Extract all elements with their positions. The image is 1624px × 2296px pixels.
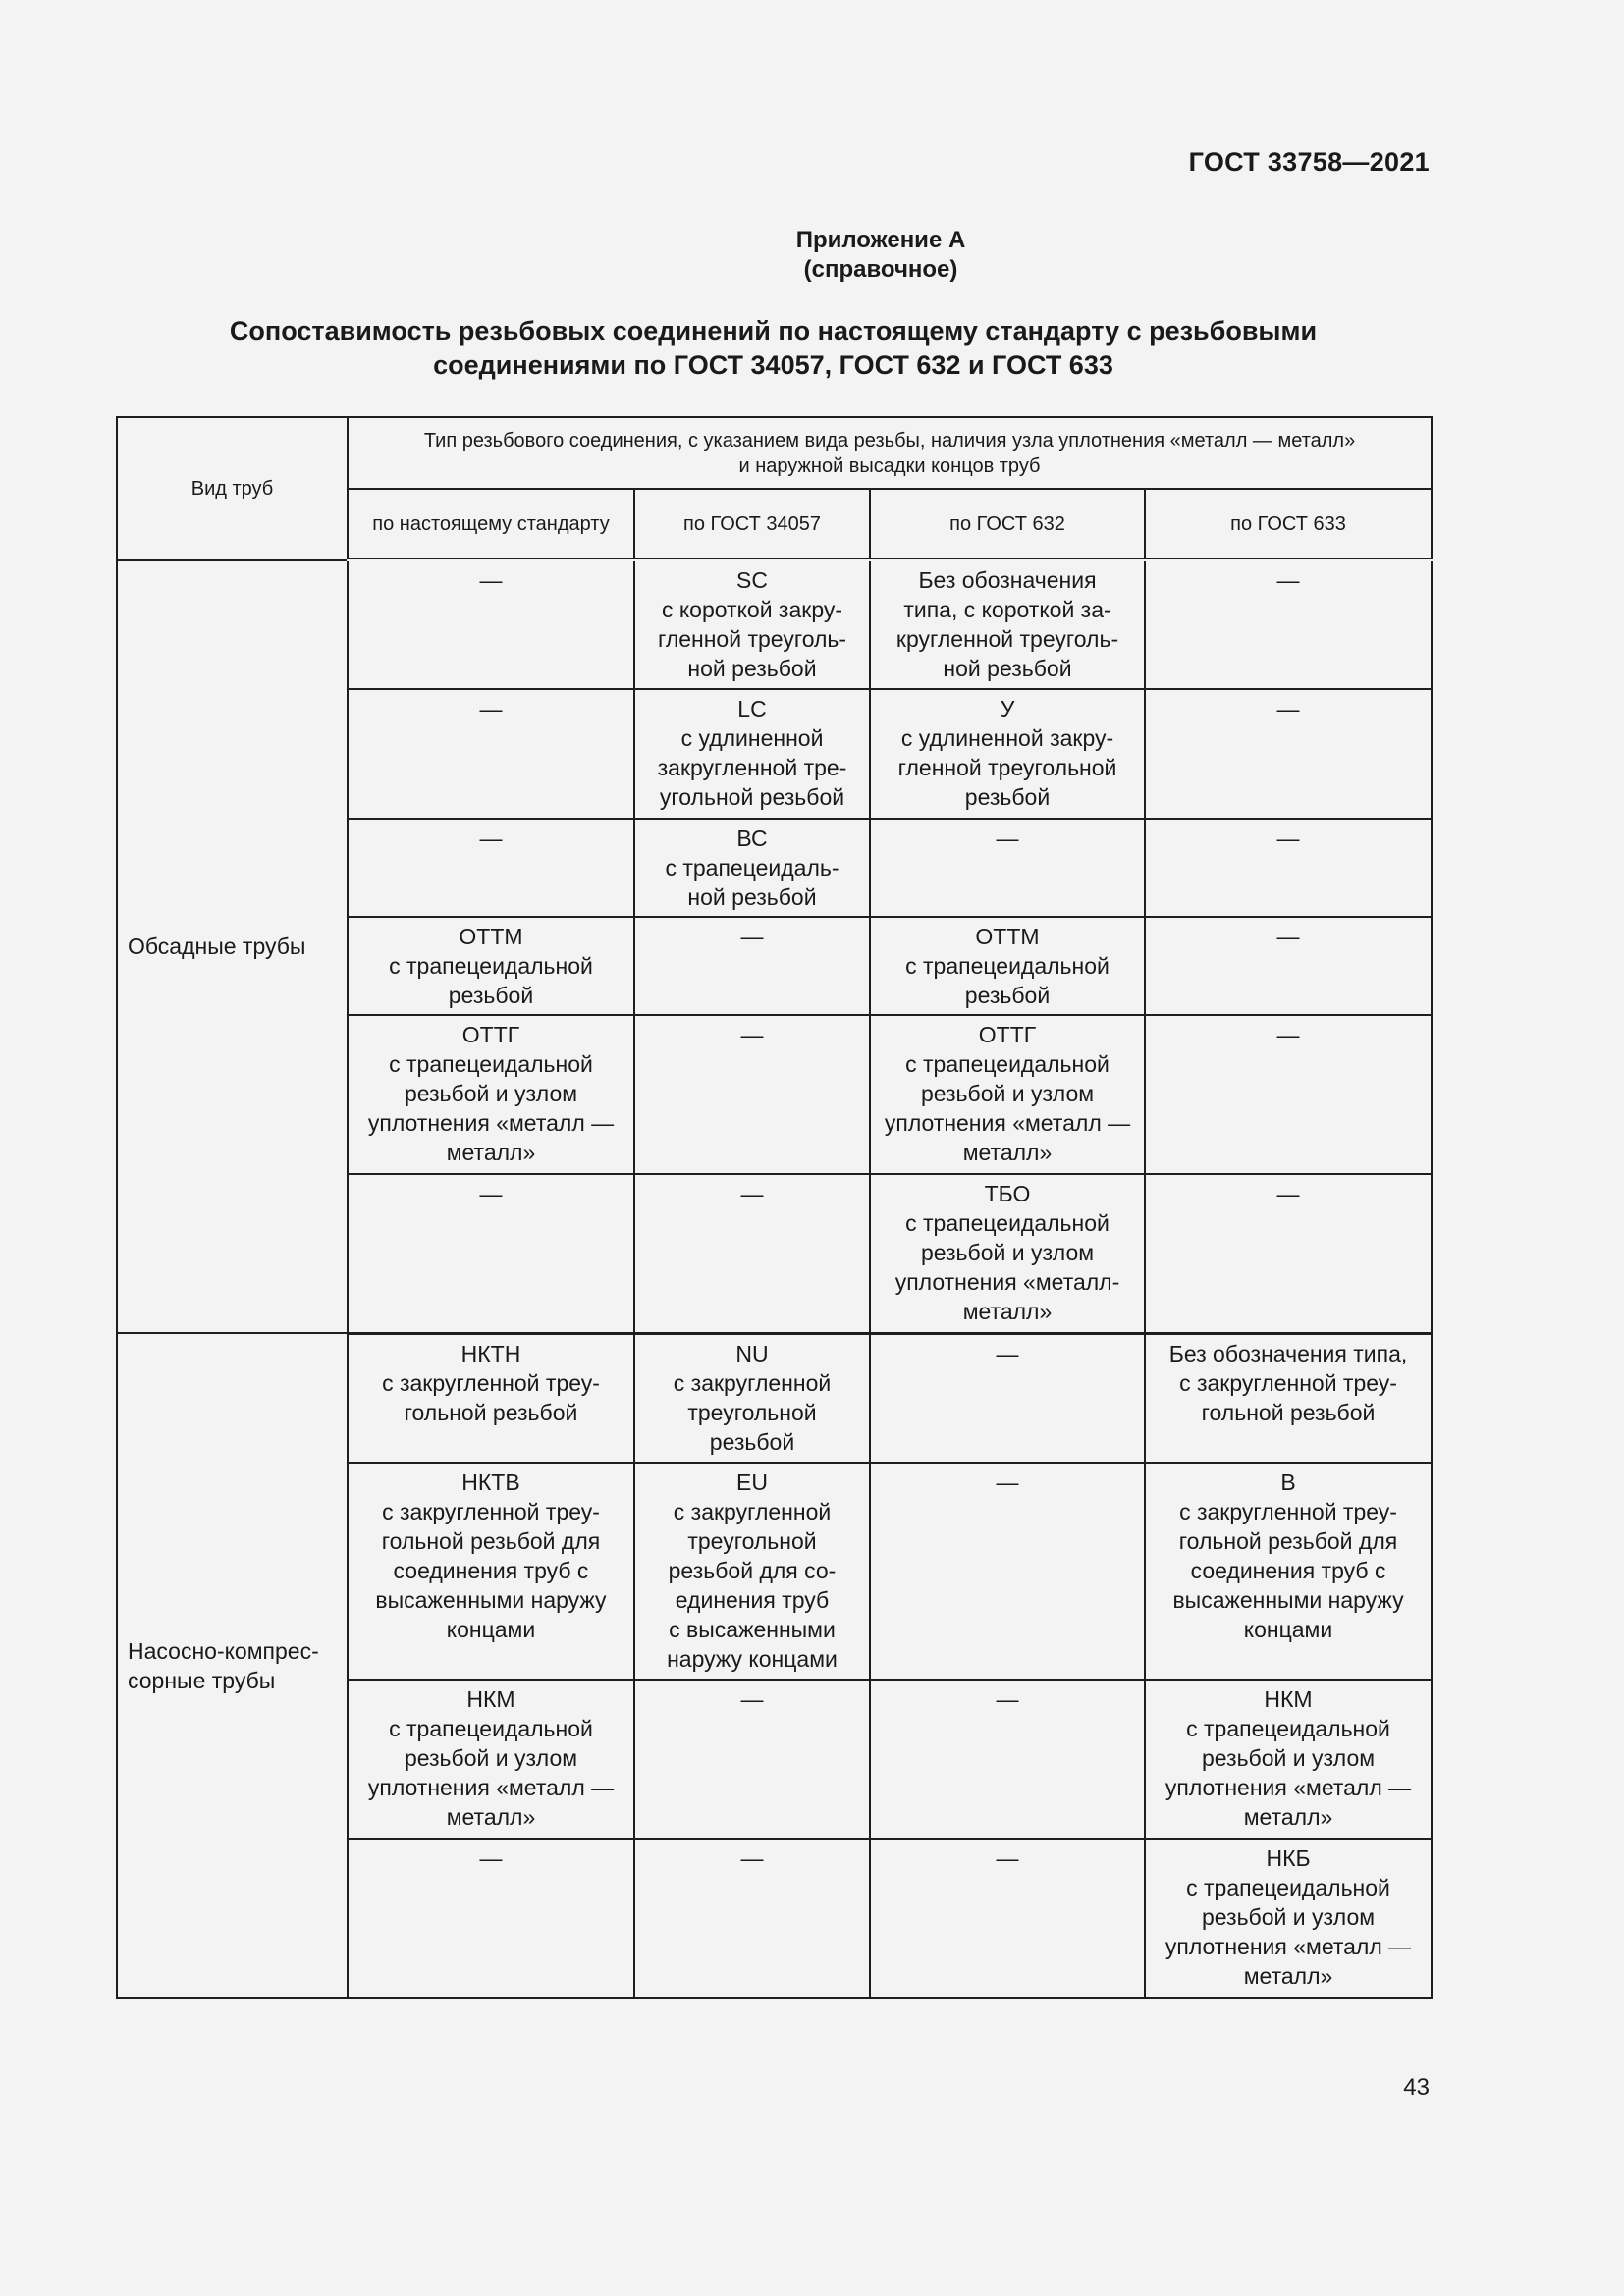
cell-gost-632 (870, 1463, 1145, 1680)
cell-line: с закругленной (673, 1499, 832, 1524)
cell-line: резьбой и узлом (404, 1081, 578, 1106)
cell-line: гольной резьбой для (1178, 1528, 1398, 1554)
cell-line: — (479, 826, 503, 851)
cell-line: резьбой и узлом (1201, 1904, 1376, 1930)
cell-this-standard (348, 1174, 634, 1333)
cell-line: — (1276, 1181, 1300, 1206)
header-gost-632: по ГОСТ 632 (870, 489, 1145, 560)
pipe-group-name-line: сорные трубы (128, 1667, 276, 1693)
cell-gost-34057 (634, 1680, 870, 1839)
cell-gost-633 (1145, 917, 1432, 1015)
cell-line: — (479, 1845, 503, 1871)
cell-line: высаженными наружу (375, 1587, 607, 1613)
pipe-group-name (117, 1333, 348, 1998)
cell-gost-34057 (634, 819, 870, 917)
cell-line: с короткой закру- (661, 597, 843, 622)
cell-gost-632 (870, 819, 1145, 917)
cell-line: Без обозначения (918, 567, 1097, 593)
cell-line: с трапецеидальной (389, 953, 593, 979)
cell-line: кругленной треуголь- (895, 626, 1119, 652)
cell-gost-633 (1145, 1839, 1432, 1998)
cell-line: — (479, 1181, 503, 1206)
header-connection-type-line: и наружной высадки концов труб (738, 454, 1041, 477)
cell-line: металл» (446, 1140, 536, 1165)
cell-line: — (1276, 826, 1300, 851)
document-code: ГОСТ 33758—2021 (1188, 147, 1430, 177)
cell-line: уплотнения «металл — (1164, 1775, 1412, 1800)
cell-line: — (740, 924, 764, 949)
cell-line: с трапецеидальной (1186, 1875, 1390, 1900)
cell-line: — (1276, 567, 1300, 593)
cell-line: гольной резьбой для (381, 1528, 601, 1554)
cell-line: — (996, 1340, 1019, 1366)
cell-line: NU (735, 1340, 769, 1366)
cell-line: уплотнения «металл — (884, 1110, 1131, 1136)
cell-gost-34057 (634, 1463, 870, 1680)
cell-line: уплотнения «металл — (367, 1775, 615, 1800)
cell-line: — (740, 1022, 764, 1047)
cell-line: с удлиненной (680, 725, 824, 751)
cell-this-standard (348, 1680, 634, 1839)
cell-gost-633 (1145, 819, 1432, 917)
header-gost-34057: по ГОСТ 34057 (634, 489, 870, 560)
cell-line: — (479, 696, 503, 721)
cell-gost-633 (1145, 560, 1432, 689)
pipe-group-name (117, 560, 348, 1333)
cell-line: НКБ (1266, 1845, 1311, 1871)
cell-line: резьбой (448, 983, 534, 1008)
cell-line: с трапецеидальной (389, 1716, 593, 1741)
cell-this-standard (348, 917, 634, 1015)
cell-line: ОТТМ (459, 924, 523, 949)
cell-line: угольной резьбой (659, 784, 845, 810)
cell-this-standard (348, 1463, 634, 1680)
cell-line: соединения труб с (1190, 1558, 1386, 1583)
cell-gost-34057 (634, 1839, 870, 1998)
cell-line: У (1000, 696, 1015, 721)
cell-line: НКМ (466, 1686, 515, 1712)
cell-gost-633 (1145, 1333, 1432, 1463)
comparison-table (116, 416, 1433, 1999)
cell-line: НКТВ (461, 1469, 520, 1495)
cell-gost-34057 (634, 917, 870, 1015)
cell-line: SC (736, 567, 768, 593)
table-title (116, 314, 1431, 383)
cell-line: с трапецеидальной (905, 953, 1110, 979)
table-title-line: Сопоставимость резьбовых соединений по настоящему стандарту с резьбовыми (229, 316, 1318, 346)
cell-line: треугольной (687, 1399, 817, 1425)
cell-line: LC (737, 696, 767, 721)
header-gost-633: по ГОСТ 633 (1145, 489, 1432, 560)
cell-gost-633 (1145, 1174, 1432, 1333)
pipe-group-name-line: Насосно-компрес- (128, 1637, 319, 1664)
pipe-group-name-line: Обсадные трубы (128, 934, 306, 959)
annex-heading (0, 226, 1624, 285)
cell-line: — (996, 1469, 1019, 1495)
cell-line: металл» (1243, 1804, 1333, 1830)
cell-line: гольной резьбой (404, 1399, 578, 1425)
cell-line: с трапецеидальной (1186, 1716, 1390, 1741)
cell-this-standard (348, 1839, 634, 1998)
cell-line: резьбой и узлом (920, 1240, 1095, 1265)
cell-line: ОТТГ (978, 1022, 1037, 1047)
cell-line: — (740, 1686, 764, 1712)
cell-line: с закругленной (673, 1369, 832, 1396)
cell-this-standard (348, 1333, 634, 1463)
cell-line: резьбой и узлом (920, 1081, 1095, 1106)
cell-line: ОТТГ (461, 1022, 520, 1047)
cell-line: — (1276, 696, 1300, 721)
cell-line: треугольной (687, 1528, 817, 1554)
cell-line: резьбой для со- (668, 1558, 837, 1583)
cell-line: металл» (446, 1804, 536, 1830)
cell-line: — (1276, 1022, 1300, 1047)
cell-line: типа, с короткой за- (903, 597, 1111, 622)
header-connection-type-line: Тип резьбового соединения, с указанием вида резьбы, наличия узла уплотнения «металл — металл» (423, 429, 1356, 452)
cell-line: гленной треуголь- (657, 626, 847, 652)
cell-line: — (996, 1845, 1019, 1871)
cell-line: Без обозначения типа, (1168, 1340, 1408, 1366)
cell-line: — (1276, 924, 1300, 949)
cell-line: металл» (962, 1140, 1053, 1165)
header-pipe-type: Вид труб (117, 417, 348, 560)
cell-line: гленной треугольной (897, 755, 1117, 780)
cell-gost-632 (870, 917, 1145, 1015)
cell-line: резьбой и узлом (1201, 1745, 1376, 1771)
cell-gost-632 (870, 560, 1145, 689)
cell-line: В (1280, 1469, 1296, 1495)
cell-line: единения труб (675, 1587, 830, 1613)
cell-gost-633 (1145, 1015, 1432, 1174)
cell-line: с трапецеидальной (389, 1051, 593, 1077)
cell-line: с высаженными (669, 1617, 836, 1642)
cell-gost-632 (870, 1333, 1145, 1463)
cell-line: с закругленной треу- (382, 1499, 600, 1524)
cell-gost-632 (870, 1174, 1145, 1333)
cell-gost-34057 (634, 560, 870, 689)
cell-this-standard (348, 1015, 634, 1174)
annex-subtitle: (справочное) (803, 256, 958, 283)
cell-line: концами (1243, 1617, 1333, 1642)
cell-gost-34057 (634, 689, 870, 819)
cell-line: металл» (962, 1299, 1053, 1324)
header-connection-type (348, 417, 1432, 489)
cell-line: с удлиненной закру- (900, 725, 1114, 751)
table-title-line: соединениями по ГОСТ 34057, ГОСТ 632 и ГОСТ 633 (433, 350, 1113, 380)
cell-line: ОТТМ (975, 924, 1040, 949)
cell-line: с закругленной треу- (1179, 1499, 1397, 1524)
cell-gost-633 (1145, 1463, 1432, 1680)
cell-line: с закругленной треу- (382, 1369, 600, 1396)
cell-line: ной резьбой (687, 656, 817, 681)
cell-this-standard (348, 819, 634, 917)
cell-line: уплотнения «металл — (367, 1110, 615, 1136)
cell-this-standard (348, 560, 634, 689)
cell-line: резьбой (964, 983, 1051, 1008)
cell-line: — (996, 826, 1019, 851)
cell-gost-633 (1145, 689, 1432, 819)
cell-line: уплотнения «металл — (1164, 1934, 1412, 1959)
cell-line: концами (446, 1617, 536, 1642)
annex-title: Приложение А (795, 227, 966, 253)
cell-gost-34057 (634, 1015, 870, 1174)
cell-gost-34057 (634, 1174, 870, 1333)
cell-line: НКТН (460, 1340, 521, 1366)
cell-line: ной резьбой (687, 884, 817, 910)
cell-gost-632 (870, 1839, 1145, 1998)
cell-line: резьбой (964, 784, 1051, 810)
cell-line: высаженными наружу (1172, 1587, 1404, 1613)
cell-line: с закругленной треу- (1179, 1369, 1397, 1396)
cell-line: с трапецеидальной (905, 1051, 1110, 1077)
table-header-row (117, 417, 1432, 489)
cell-line: наружу концами (667, 1646, 838, 1672)
cell-gost-632 (870, 1015, 1145, 1174)
cell-gost-633 (1145, 1680, 1432, 1839)
cell-line: соединения труб с (393, 1558, 589, 1583)
cell-line: EU (736, 1469, 768, 1495)
cell-line: — (479, 567, 503, 593)
cell-line: ВС (736, 826, 768, 851)
cell-line: ТБО (984, 1181, 1031, 1206)
cell-gost-34057 (634, 1333, 870, 1463)
header-this-standard: по настоящему стандарту (348, 489, 634, 560)
cell-line: резьбой (709, 1428, 795, 1455)
cell-line: резьбой и узлом (404, 1745, 578, 1771)
cell-line: с трапецеидальной (905, 1210, 1110, 1236)
cell-line: металл» (1243, 1963, 1333, 1989)
cell-gost-632 (870, 689, 1145, 819)
cell-gost-632 (870, 1680, 1145, 1839)
table-row (117, 1333, 1432, 1463)
cell-line: гольной резьбой (1201, 1399, 1376, 1425)
cell-line: — (996, 1686, 1019, 1712)
cell-line: — (740, 1181, 764, 1206)
page-number: 43 (1403, 2074, 1430, 2101)
cell-line: с трапецеидаль- (665, 855, 839, 881)
cell-line: НКМ (1264, 1686, 1313, 1712)
cell-this-standard (348, 689, 634, 819)
cell-line: закругленной тре- (657, 755, 847, 780)
table-row (117, 560, 1432, 689)
cell-line: ной резьбой (943, 656, 1072, 681)
cell-line: — (740, 1845, 764, 1871)
cell-line: уплотнения «металл- (894, 1269, 1120, 1295)
